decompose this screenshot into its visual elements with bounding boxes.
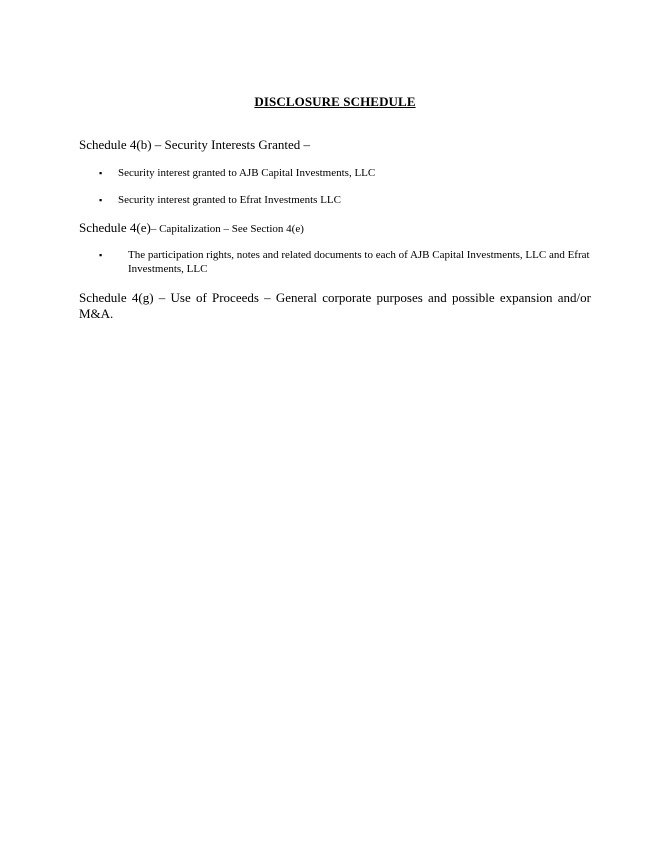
bullet-square-icon: ▪	[99, 250, 103, 260]
bullet-square-icon: ▪	[99, 168, 103, 178]
schedule-4g-paragraph: Schedule 4(g) – Use of Proceeds – General corporate purposes and possible expansion and/or M&A.	[79, 290, 591, 321]
bullet-text: Security interest granted to Efrat Investments LLC	[118, 194, 341, 206]
document-title: DISCLOSURE SCHEDULE	[254, 94, 416, 109]
schedule-4e-heading	[79, 220, 591, 237]
schedule-4e-heading-suffix: – Capitalization – See Section 4(e)	[150, 223, 304, 235]
schedule-4b-heading: Schedule 4(b) – Security Interests Granted –	[79, 137, 311, 152]
schedule-4e-heading-prefix: Schedule 4(e)	[79, 220, 151, 235]
bullet-text: The participation rights, notes and related documents to each of AJB Capital Investments, LLC and Efrat Investments, LLC	[128, 249, 590, 275]
bullet-square-icon: ▪	[99, 195, 103, 205]
bullet-text: Security interest granted to AJB Capital Investments, LLC	[118, 167, 376, 179]
